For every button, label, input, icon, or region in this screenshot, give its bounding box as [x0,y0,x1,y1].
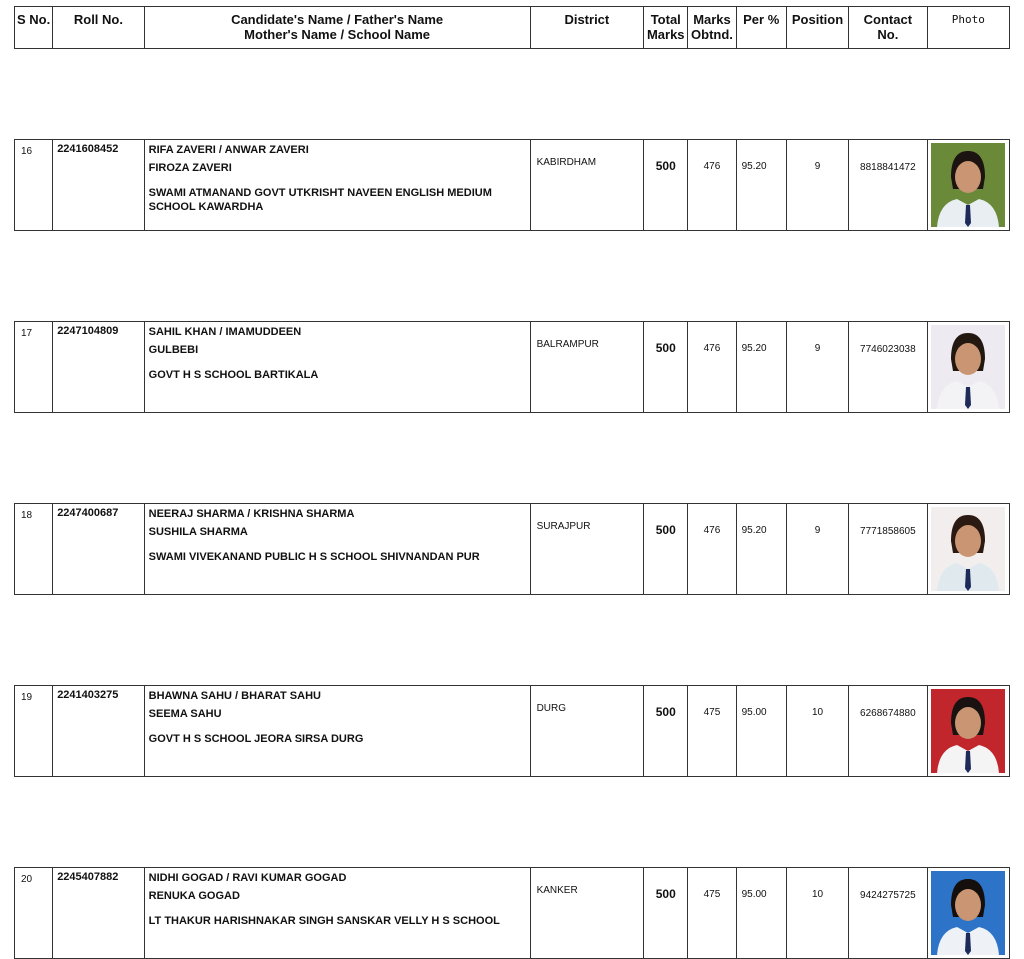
header-sno: S No. [15,7,53,49]
mother-name: RENUKA GOGAD [148,890,240,902]
photo-tie [965,569,971,591]
sno-cell: 16 [15,140,53,231]
percentage-cell: 95.20 [736,504,786,595]
mother-name: SUSHILA SHARMA [148,526,248,538]
marks-obtained-cell: 475 [688,868,736,959]
sno-cell: 18 [15,504,53,595]
photo-cell [927,504,1009,595]
mother-name: FIROZA ZAVERI [148,162,232,174]
photo-cell [927,686,1009,777]
name-cell [144,504,530,595]
student-photo [931,143,1005,227]
total-marks-cell: 500 [644,504,688,595]
position-cell: 9 [786,140,848,231]
roll-cell: 2247400687 [53,504,144,595]
header-position: Position [786,7,848,49]
header-contact-line1: Contact [863,12,913,27]
header-total-line1: Total [650,12,681,27]
candidate-father-name: RIFA ZAVERI / ANWAR ZAVERI [148,144,309,156]
table-row [15,140,1010,231]
marks-obtained-cell: 475 [688,686,736,777]
header-contact-line2: No. [877,27,899,42]
photo-face [955,343,981,375]
table-body [15,49,1010,959]
total-marks-cell: 500 [644,686,688,777]
name-cell [144,140,530,231]
roll-cell: 2241608452 [53,140,144,231]
merit-table [14,6,1010,959]
row-gap [15,231,1010,322]
sno-cell: 17 [15,322,53,413]
student-photo [931,689,1005,773]
photo-tie [965,387,971,409]
photo-face [955,525,981,557]
district-cell: KABIRDHAM [530,140,644,231]
marks-obtained-cell: 476 [688,504,736,595]
header-per: Per % [736,7,786,49]
candidate-father-name: BHAWNA SAHU / BHARAT SAHU [148,690,321,702]
candidate-father-name: NEERAJ SHARMA / KRISHNA SHARMA [148,508,355,520]
photo-tie [965,751,971,773]
marks-obtained-cell: 476 [688,322,736,413]
percentage-cell: 95.00 [736,868,786,959]
name-cell [144,322,530,413]
header-contact [849,7,927,49]
sno-cell: 20 [15,868,53,959]
position-cell: 10 [786,686,848,777]
photo-tie [965,205,971,227]
photo-face [955,707,981,739]
table-header [15,7,1010,49]
total-marks-cell: 500 [644,140,688,231]
position-cell: 9 [786,322,848,413]
marks-obtained-cell: 476 [688,140,736,231]
header-roll: Roll No. [53,7,144,49]
school-name: SWAMI ATMANAND GOVT UTKRISHT NAVEEN ENGLISH MEDIUM SCHOOL KAWARDHA [148,187,492,213]
contact-cell: 7771858605 [849,504,927,595]
row-gap [15,777,1010,868]
photo-face [955,161,981,193]
candidate-father-name: SAHIL KHAN / IMAMUDDEEN [148,326,302,338]
contact-cell: 9424275725 [849,868,927,959]
student-photo [931,871,1005,955]
table-row [15,686,1010,777]
row-gap [15,49,1010,140]
position-cell: 9 [786,504,848,595]
header-name-line1: Candidate's Name / Father's Name [231,12,444,27]
total-marks-cell: 500 [644,868,688,959]
school-name: GOVT H S SCHOOL JEORA SIRSA DURG [148,733,364,745]
table-row [15,868,1010,959]
photo-face [955,889,981,921]
row-gap [15,595,1010,686]
percentage-cell: 95.20 [736,140,786,231]
name-cell [144,868,530,959]
row-gap-cell [15,231,1010,322]
name-cell [144,686,530,777]
header-marks [688,7,736,49]
position-cell: 10 [786,868,848,959]
roll-cell: 2241403275 [53,686,144,777]
row-gap-cell [15,413,1010,504]
roll-cell: 2247104809 [53,322,144,413]
student-photo [931,507,1005,591]
header-photo: Photo [927,7,1009,49]
header-district: District [530,7,644,49]
student-photo [931,325,1005,409]
district-cell: SURAJPUR [530,504,644,595]
header-marks-line1: Marks [693,12,731,27]
school-name: LT THAKUR HARISHNAKAR SINGH SANSKAR VELLY H S SCHOOL [148,915,500,927]
school-name: GOVT H S SCHOOL BARTIKALA [148,369,319,381]
photo-cell [927,322,1009,413]
mother-name: SEEMA SAHU [148,708,222,720]
table-row [15,322,1010,413]
header-marks-line2: Obtnd. [691,27,733,42]
contact-cell: 8818841472 [849,140,927,231]
header-name-line2: Mother's Name / School Name [244,27,431,42]
mother-name: GULBEBI [148,344,199,356]
row-gap-cell [15,595,1010,686]
merit-list-sheet [14,6,1010,959]
contact-cell: 6268674880 [849,686,927,777]
percentage-cell: 95.00 [736,686,786,777]
row-gap-cell [15,49,1010,140]
percentage-cell: 95.20 [736,322,786,413]
candidate-father-name: NIDHI GOGAD / RAVI KUMAR GOGAD [148,872,347,884]
school-name: SWAMI VIVEKANAND PUBLIC H S SCHOOL SHIVNANDAN PUR [148,551,480,563]
row-gap-cell [15,777,1010,868]
header-total-line2: Marks [646,27,685,42]
sno-cell: 19 [15,686,53,777]
roll-cell: 2245407882 [53,868,144,959]
row-gap [15,413,1010,504]
contact-cell: 7746023038 [849,322,927,413]
district-cell: BALRAMPUR [530,322,644,413]
total-marks-cell: 500 [644,322,688,413]
district-cell: DURG [530,686,644,777]
photo-cell [927,140,1009,231]
header-total [644,7,688,49]
district-cell: KANKER [530,868,644,959]
photo-cell [927,868,1009,959]
photo-tie [965,933,971,955]
header-name [144,7,530,49]
table-row [15,504,1010,595]
